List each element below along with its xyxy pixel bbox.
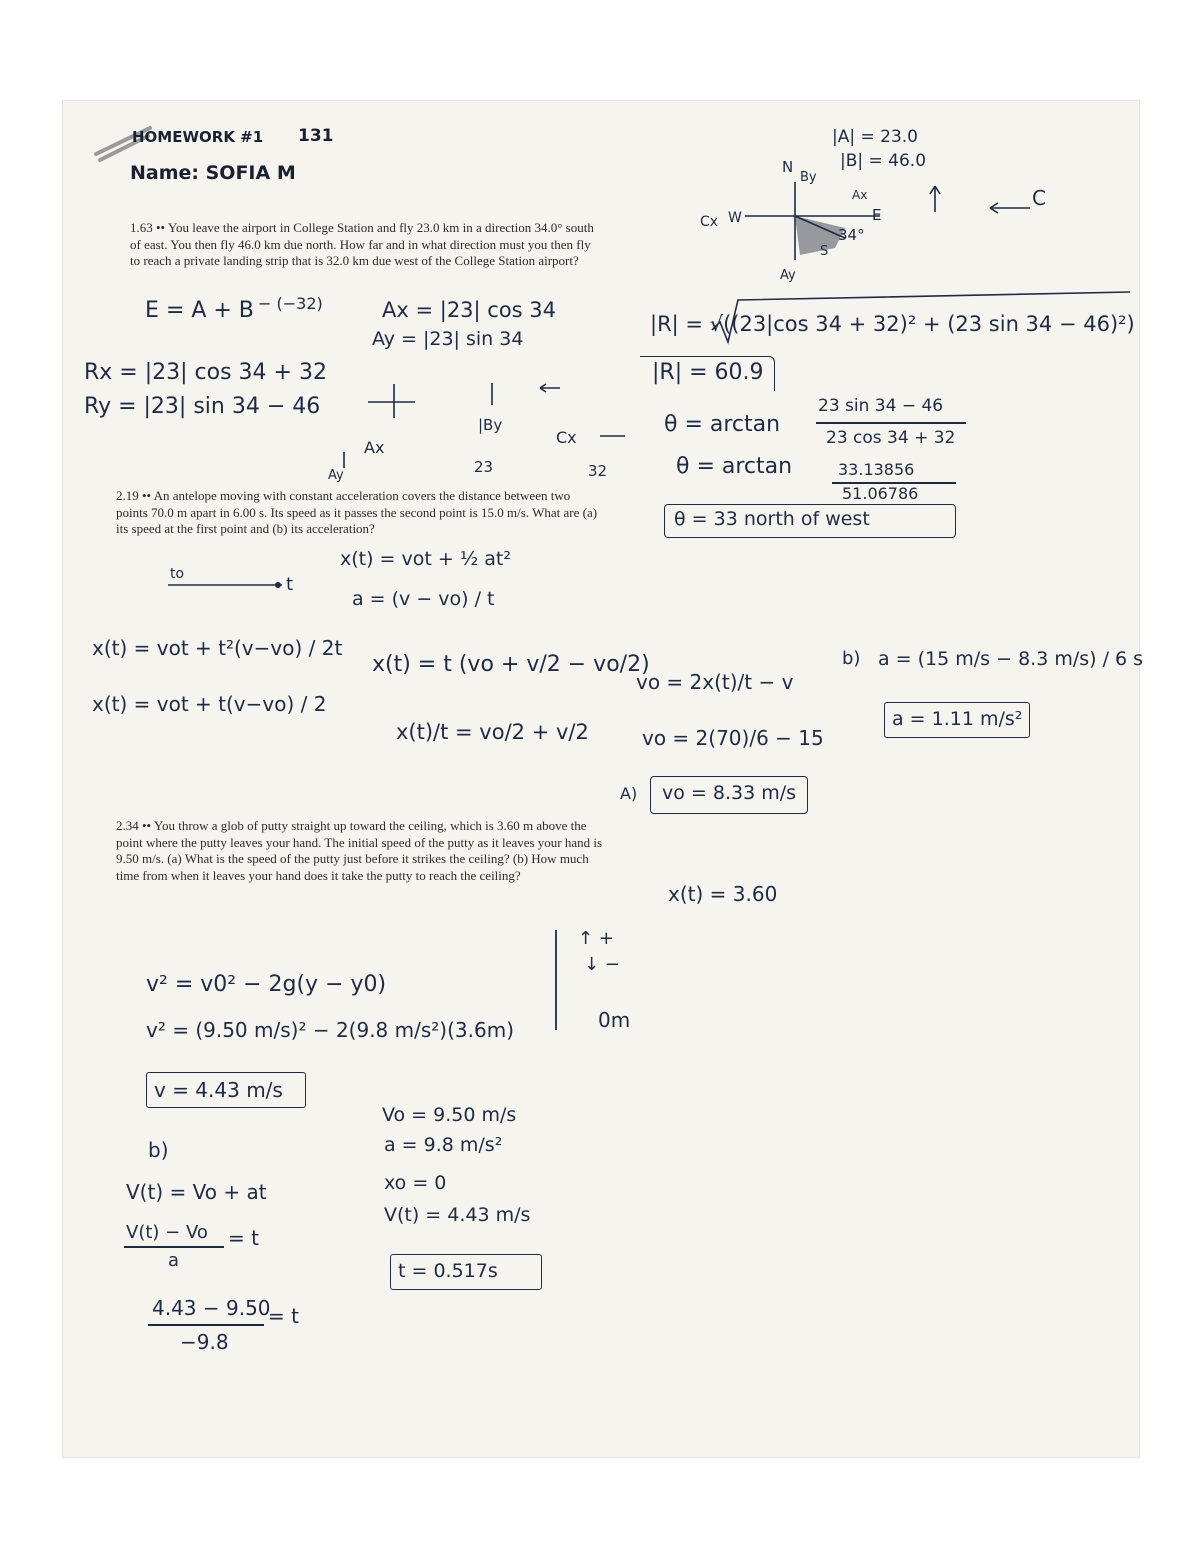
- time-eq-rhs: = t: [228, 1226, 259, 1250]
- diagram-ay: Ay: [780, 268, 796, 283]
- diagram-ax: Ax: [852, 188, 868, 202]
- derivation-line-2: x(t) = vot + t(v−vo) / 2: [92, 692, 327, 716]
- eq-ax: Ax = |23| cos 34: [382, 298, 557, 322]
- given-xo: xo = 0: [384, 1172, 447, 1194]
- theta-1-denominator: 23 cos 34 + 32: [826, 428, 956, 448]
- r-magnitude: |R| = √((23|cos 34 + 32)² + (23 sin 34 − 46)²): [650, 312, 1135, 336]
- derivation-line-1: x(t) = vot + t²(v−vo) / 2t: [92, 636, 343, 660]
- diagram-angle: 34°: [838, 226, 865, 244]
- vo-formula: vo = 2x(t)/t − v: [636, 670, 794, 694]
- theta-1-fraction-bar: [816, 422, 966, 424]
- time-sub-rhs: = t: [268, 1304, 299, 1328]
- sketch-ay: Ay: [328, 468, 344, 483]
- r-value-box: [640, 356, 775, 391]
- sketch-ax: Ax: [364, 438, 385, 457]
- kinematic-eq-2: v² = (9.50 m/s)² − 2(9.8 m/s²)(3.6m): [146, 1018, 514, 1042]
- given-b: |B| = 46.0: [840, 151, 927, 171]
- problem-2-statement: 2.19 •• An antelope moving with constant acceleration covers the distance between two points 70.0 m apart in 6.00 s. Its speed as it passes the second point is 15.0 m/s. What are (a) its speed at the first point and (b) its acceleration?: [116, 488, 598, 536]
- derivation-line-4: x(t)/t = vo/2 + v/2: [396, 720, 589, 744]
- xt-given: x(t) = 3.60: [668, 882, 778, 906]
- diagram-n: N: [782, 158, 794, 176]
- r-value: |R| = 60.9: [652, 360, 764, 385]
- eq-ry: Ry = |23| sin 34 − 46: [84, 394, 321, 419]
- theta-2-denominator: 51.06786: [842, 484, 919, 503]
- theta-1-lhs: θ = arctan: [664, 412, 781, 437]
- sketch-cx: Cx: [556, 428, 577, 447]
- speed-answer: v = 4.43 m/s: [154, 1078, 283, 1102]
- acceleration-answer: a = 1.11 m/s²: [892, 708, 1023, 730]
- timeline-to: to: [170, 566, 185, 582]
- theta-answer: θ = 33 north of west: [674, 508, 870, 530]
- timeline-t: t: [286, 574, 294, 595]
- diagram-by: By: [800, 170, 817, 185]
- problem-3-statement: 2.34 •• You throw a glob of putty straight up toward the ceiling, which is 3.60 m above the point where the putty leaves your hand. The initial speed of the putty as it leaves your hand is 9.50 m/s. (a) What is the speed of the putty just before it strikes the ceiling? (b) How much time from when it leaves your hand does it take the putty to reach the ceiling?: [116, 818, 603, 883]
- given-vo: Vo = 9.50 m/s: [382, 1104, 517, 1126]
- diagram-w: W: [728, 210, 742, 226]
- student-name: Name: SOFIA M: [130, 162, 296, 184]
- vo-substitution: vo = 2(70)/6 − 15: [642, 726, 824, 750]
- given-a: a = 9.8 m/s²: [384, 1134, 503, 1156]
- time-sub-numerator: 4.43 − 9.50: [152, 1296, 271, 1320]
- sketch-23: 23: [474, 458, 494, 476]
- eq-rx: Rx = |23| cos 34 + 32: [84, 360, 327, 385]
- theta-1-numerator: 23 sin 34 − 46: [818, 396, 944, 416]
- time-answer: t = 0.517s: [398, 1260, 498, 1282]
- time-eq-numerator: V(t) − Vo: [126, 1222, 208, 1243]
- sketch-32: 32: [588, 462, 608, 480]
- zero-meters: 0m: [598, 1008, 631, 1032]
- course-number: 131: [298, 126, 334, 146]
- theta-2-lhs: θ = arctan: [676, 454, 793, 479]
- theta-2-numerator: 33.13856: [838, 460, 915, 479]
- sketch-by: |By: [478, 416, 503, 434]
- diagram-cx: Cx: [700, 214, 719, 230]
- part-b-label: b): [842, 648, 861, 669]
- sign-up-plus: ↑ +: [578, 928, 614, 949]
- a-formula: a = (v − vo) / t: [352, 588, 495, 610]
- time-eq-fraction-bar: [124, 1246, 224, 1248]
- part-a-label: A): [620, 784, 638, 803]
- time-eq-denominator: a: [168, 1250, 180, 1271]
- velocity-equation: V(t) = Vo + at: [126, 1180, 267, 1204]
- vo-answer: vo = 8.33 m/s: [662, 782, 797, 804]
- kinematic-eq-1: v² = v0² − 2g(y − y0): [146, 972, 387, 997]
- eq-ay: Ay = |23| sin 34: [372, 328, 524, 350]
- diagram-c: C: [1032, 186, 1046, 210]
- given-vt: V(t) = 4.43 m/s: [384, 1204, 531, 1226]
- acceleration-formula: a = (15 m/s − 8.3 m/s) / 6 s: [878, 648, 1144, 670]
- diagram-e: E: [872, 206, 882, 224]
- homework-title: HOMEWORK #1: [132, 128, 264, 146]
- problem-1-statement: 1.63 •• You leave the airport in College Station and fly 23.0 km in a direction 34.0° south of east. You then fly 46.0 km due north. How far and in what direction must you then fly to reach a private landing strip that is 32.0 km due west of the College Station airport?: [130, 220, 594, 268]
- part-b-label-3: b): [148, 1138, 169, 1162]
- given-a: |A| = 23.0: [832, 127, 918, 147]
- sign-down-minus: ↓ −: [584, 954, 620, 975]
- derivation-line-3: x(t) = t (vo + v/2 − vo/2): [372, 652, 650, 677]
- xt-formula: x(t) = vot + ½ at²: [340, 548, 511, 570]
- time-sub-fraction-bar: [148, 1324, 264, 1326]
- time-sub-denominator: −9.8: [180, 1330, 229, 1354]
- eq-minus-32: − (−32): [258, 294, 323, 313]
- diagram-s: S: [820, 244, 829, 259]
- eq-e: E = A + B: [145, 298, 254, 323]
